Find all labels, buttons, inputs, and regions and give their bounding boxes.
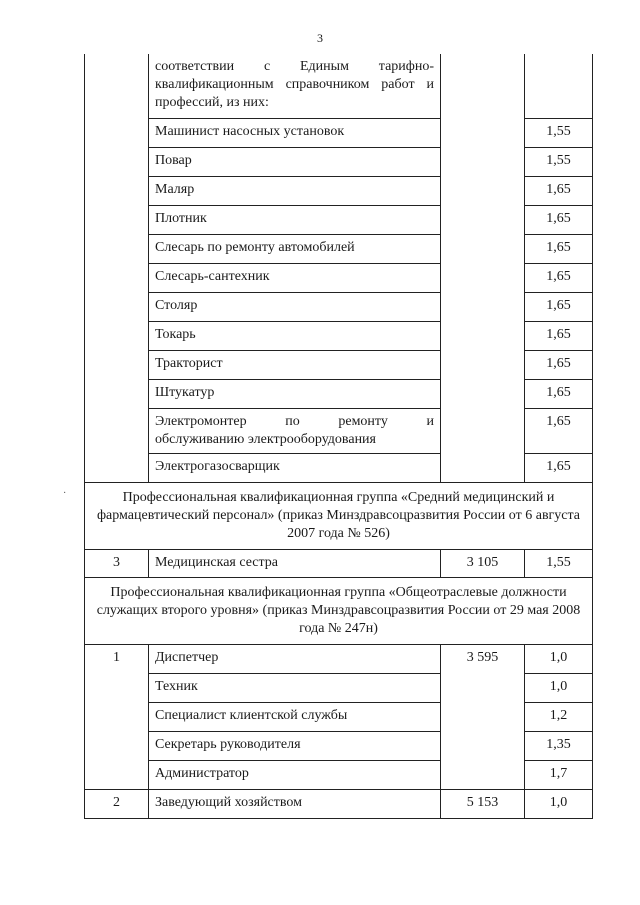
page-number: 3 (317, 31, 323, 45)
coefficient: 1,0 (525, 644, 593, 673)
intro-line-2: квалификационным справочником работ и профессий, из них: (155, 77, 434, 110)
profession-title-line-1: Электромонтер по ремонту и (155, 413, 434, 429)
coefficient: 1,55 (525, 549, 593, 577)
profession-title: Слесарь-сантехник (149, 263, 441, 292)
scan-mark: · (63, 488, 67, 499)
table-row (85, 644, 593, 673)
coefficient: 1,65 (525, 176, 593, 205)
group-header-medical: Профессиональная квалификационная группа «Средний медицинский и фармацевтический персонал» (приказ Минздравсоцразвития России от 6 августа 2007 года № 526) (85, 482, 593, 549)
profession-title: Машинист насосных установок (149, 118, 441, 147)
table-row (85, 789, 593, 818)
profession-title: Повар (149, 147, 441, 176)
profession-title: Штукатур (149, 379, 441, 408)
group-header-row (85, 482, 593, 549)
coefficient: 1,0 (525, 789, 593, 818)
table-row (85, 54, 593, 118)
profession-title: Тракторист (149, 350, 441, 379)
coefficient: 1,55 (525, 118, 593, 147)
level-number: 3 (85, 549, 149, 577)
level-number: 1 (85, 644, 149, 789)
coefficient: 1,65 (525, 453, 593, 482)
coefficient: 1,65 (525, 292, 593, 321)
table-row (85, 549, 593, 577)
coefficient: 1,35 (525, 731, 593, 760)
profession-title: Диспетчер (149, 644, 441, 673)
coefficient: 1,65 (525, 321, 593, 350)
intro-cell (149, 54, 441, 118)
profession-title: Медицинская сестра (149, 549, 441, 577)
profession-title: Администратор (149, 760, 441, 789)
intro-line-1: соответствии с Единым тарифно- (155, 59, 434, 74)
coefficient: 1,65 (525, 408, 593, 453)
profession-title: Плотник (149, 205, 441, 234)
profession-title: Техник (149, 673, 441, 702)
profession-title: Специалист клиентской службы (149, 702, 441, 731)
profession-title: Маляр (149, 176, 441, 205)
profession-title: Заведующий хозяйством (149, 789, 441, 818)
base-salary: 3 105 (441, 549, 525, 577)
group-header-row (85, 577, 593, 644)
coefficient: 1,65 (525, 263, 593, 292)
coefficient: 1,2 (525, 702, 593, 731)
base-salary: 5 153 (441, 789, 525, 818)
salary-table (84, 54, 593, 819)
coefficient: 1,65 (525, 205, 593, 234)
salary-cell (441, 54, 525, 482)
group-header-general: Профессиональная квалификационная группа «Общеотраслевые должности служащих второго уровня» (приказ Минздравсоцразвития России от 29 мая 2008 года № 247н) (85, 577, 593, 644)
coefficient: 1,65 (525, 350, 593, 379)
coefficient: 1,65 (525, 379, 593, 408)
coefficient: 1,0 (525, 673, 593, 702)
base-salary: 3 595 (441, 644, 525, 789)
profession-title: Столяр (149, 292, 441, 321)
profession-title: Токарь (149, 321, 441, 350)
number-cell (85, 54, 149, 482)
coefficient: 1,55 (525, 147, 593, 176)
level-number: 2 (85, 789, 149, 818)
profession-title: Электрогазосварщик (149, 453, 441, 482)
profession-title-line-2: обслуживанию электрооборудования (155, 431, 376, 447)
coefficient: 1,7 (525, 760, 593, 789)
profession-title: Секретарь руководителя (149, 731, 441, 760)
coefficient: 1,65 (525, 234, 593, 263)
profession-title (149, 408, 441, 453)
coef-cell (525, 54, 593, 118)
profession-title: Слесарь по ремонту автомобилей (149, 234, 441, 263)
